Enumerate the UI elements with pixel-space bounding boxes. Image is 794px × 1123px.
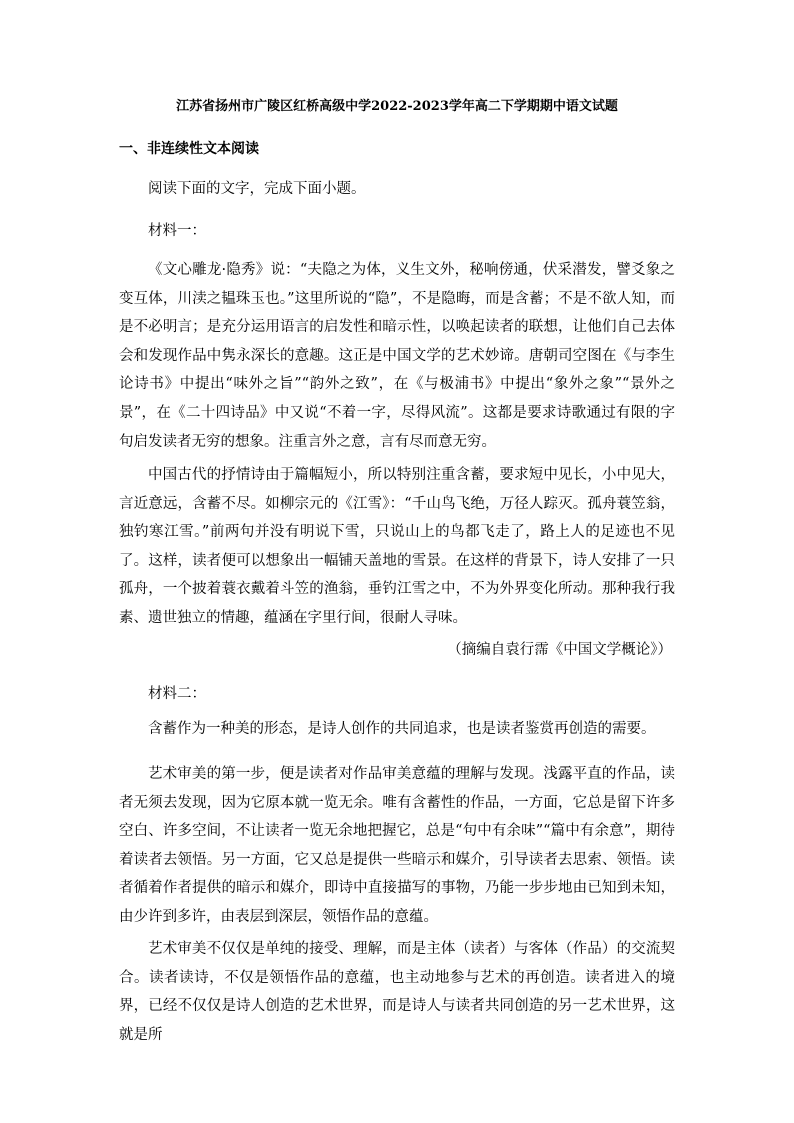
material-one-paragraph: 《文心雕龙·隐秀》说：“夫隐之为体，义生文外，秘响傍通，伏采潜发，譬爻象之变互体，川渎之韫珠玉也。”这里所说的“隐”，不是隐晦，而是含蓄；不是不欲人知，而是不必明言；是充分运用语言的启发性和暗示性，以唤起读者的联想，让他们自己去体会和发现作品中隽永深长的意趣。这正是中国文学的艺术妙谛。唐朝司空图在《与李生论诗书》中提出“味外之旨”“韵外之致”，在《与极浦书》中提出“象外之象”“景外之景”，在《二十四诗品》中又说“不着一字，尽得风流”。这都是要求诗歌通过有限的字句启发读者无穷的想象。注重言外之意，言有尽而意无穷。 (119, 262, 675, 450)
material-two-paragraph: 含蓄作为一种美的形态，是诗人创作的共同追求，也是读者鉴赏再创造的需要。 (148, 721, 656, 737)
material-two-label: 材料二： (148, 686, 206, 702)
material-two-paragraph: 艺术审美的第一步，便是读者对作品审美意蕴的理解与发现。浅露平直的作品，读者无须去发现，因为它原本就一览无余。唯有含蓄性的作品，一方面，它总是留下许多空白、许多空间，不让读者一览无余地把握它，总是“句中有余味”“篇中有余意”，期待着读者去领悟。另一方面，它又总是提供一些暗示和媒介，引导读者去思索、领悟。读者循着作者提供的暗示和媒介，即诗中直接描写的事物，乃能一步步地由已知到未知，由少许到多许，由表层到深层，领悟作品的意蕴。 (119, 766, 675, 925)
material-one-source: （摘编自袁行霈《中国文学概论》） (447, 642, 672, 658)
material-one-label: 材料一： (148, 223, 206, 239)
page-title: 江苏省扬州市广陵区红桥高级中学2022-2023学年高二下学期期中语文试题 (176, 99, 618, 114)
material-two-paragraph: 艺术审美不仅仅是单纯的接受、理解，而是主体（读者）与客体（作品）的交流契合。读者读诗，不仅是领悟作品的意蕴，也主动地参与艺术的再创造。读者进入的境界，已经不仅仅是诗人创造的艺术世界，而是诗人与读者共同创造的另一艺术世界，这就是所 (119, 941, 675, 1043)
instruction-text: 阅读下面的文字，完成下面小题。 (148, 181, 366, 197)
section-heading: 一、非连续性文本阅读 (119, 141, 259, 157)
material-one-paragraph: 中国古代的抒情诗由于篇幅短小，所以特别注重含蓄，要求短中见长，小中见大，言近意远，含蓄不尽。如柳宗元的《江雪》：“千山鸟飞绝，万径人踪灭。孤舟蓑笠翁，独钓寒江雪。”前两句并没有明说下雪，只说山上的鸟都飞走了，路上人的足迹也不见了。这样，读者便可以想象出一幅铺天盖地的雪景。在这样的背景下，诗人安排了一只孤舟，一个披着蓑衣戴着斗笠的渔翁，垂钓江雪之中，不为外界变化所动。那种我行我素、遗世独立的情趣，蕴涵在字里行间，很耐人寻味。 (119, 467, 675, 626)
